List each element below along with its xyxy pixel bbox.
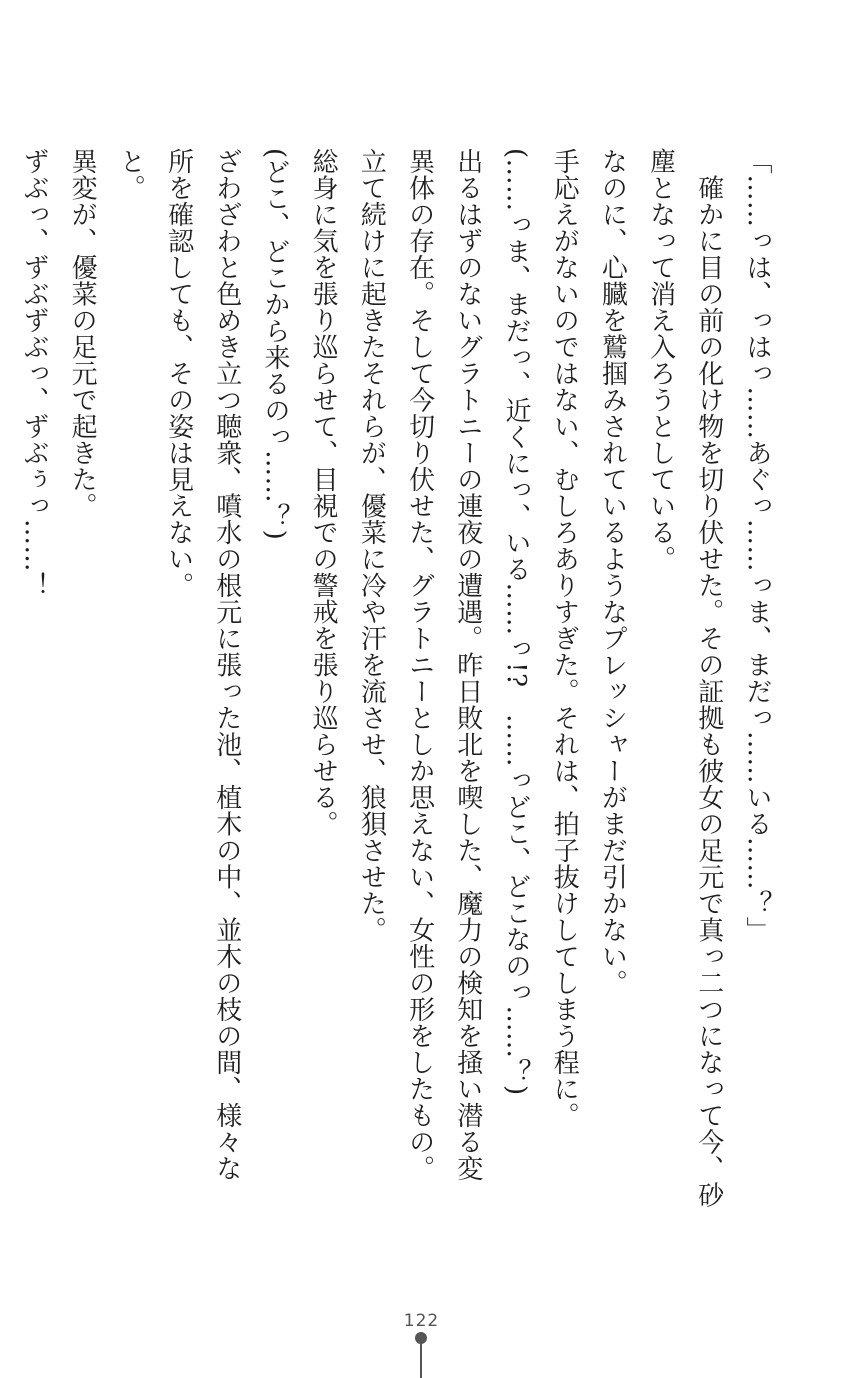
text-line-12: ざわざわと色めき立つ聴衆、噴水の根元に張った池、植木の中、並木の枝の間、様々な (211, 148, 242, 1182)
text-line-15: 異変が、優菜の足元で起きた。 (67, 148, 98, 519)
text-line-1: 「……っは、っはっ……あぐっ……っま、まだっ……いる……？」 (742, 148, 772, 943)
text-line-8: 異体の存在。そして今切り伏せた、グラトニーとしか思えない、女性の形をしたもの。 (404, 148, 435, 1182)
text-line-6: (……っま、まだっ、近くにっ、いる……っ!? ……っどこ、どこなのっ……？) (500, 148, 531, 1096)
text-line-2: 確かに目の前の化け物を切り伏せた。その証拠も彼女の足元で真っ二つになって今、砂 (693, 148, 724, 1208)
text-line-4: なのに、心臓を鷲掴みされているようなプレッシャーがまだ引かない。 (597, 148, 628, 996)
text-line-14: と。 (115, 148, 146, 201)
text-line-9: 立て続けに起きたそれらが、優菜に冷や汗を流させ、狼狽させた。 (356, 148, 387, 943)
text-line-5: 手応えがないのではない、むしろありすぎた。それは、拍子抜けしてしまう程に。 (549, 148, 580, 1129)
text-line-10: 総身に気を張り巡らせて、目視での警戒を張り巡らせる。 (308, 148, 339, 837)
vertical-text-body (10, 148, 781, 1288)
text-line-3: 塵となって消え入ろうとしている。 (645, 148, 676, 572)
text-line-11: (どこ、どこから来るのっ……？) (259, 148, 290, 541)
text-line-7: 出るはずのないグラトニーの連夜の遭遇。昨日敗北を喫した、魔力の検知を掻い潜る変 (452, 148, 483, 1182)
text-line-16: ずぶっ、ずぶずぶっ、ずぶぅっ……！ (18, 148, 49, 599)
folio-line-ornament (420, 1343, 422, 1378)
text-line-13: 所を確認しても、その姿は見えない。 (163, 148, 194, 599)
page-number: 122 (403, 1311, 440, 1331)
